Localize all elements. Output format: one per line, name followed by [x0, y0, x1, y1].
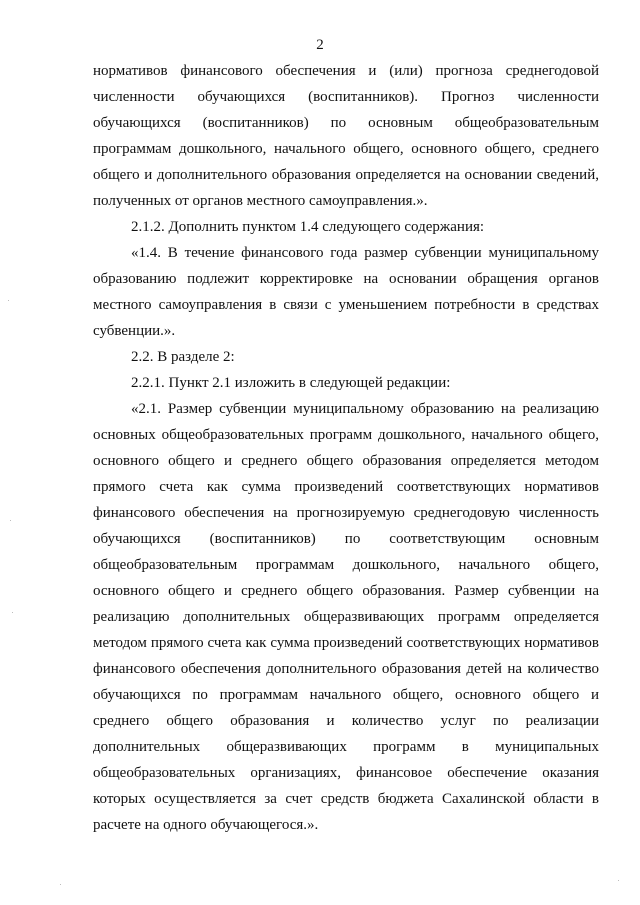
scan-speck — [618, 880, 619, 881]
document-body — [93, 58, 599, 838]
scan-speck — [12, 612, 13, 613]
scan-speck — [10, 520, 11, 521]
paragraph-2-2-1: 2.2.1. Пункт 2.1 изложить в следующей редакции: — [131, 375, 451, 391]
paragraph-continuation: нормативов финансового обеспечения и (или) прогноза среднегодовой численности обучающихся (воспитанников). Прогноз численности обучающихся (воспитанников) по основным общеобразовательным программам дошкольного, начального общего, основного общего, среднего общего и дополнительного образования определяется на основании сведений, полученных от органов местного самоуправления.». — [93, 63, 599, 209]
paragraph-2-2: 2.2. В разделе 2: — [131, 349, 235, 365]
paragraph-2-1: «2.1. Размер субвенции муниципальному образованию на реализацию основных общеобразовательных программ дошкольного, начального общего, основного общего и среднего общего образования определяется методом прямого счета как сумма произведений соответствующих нормативов финансового обеспечения на прогнозируемую среднегодовую численность обучающихся (воспитанников) по соответствующим основным общеобразовательным программам дошкольного, начального общего, основного общего и среднего общего образования. Размер субвенции на реализацию дополнительных общеразвивающих программ определяется методом прямого счета как сумма произведений соответствующих нормативов финансового обеспечения дополнительного образования детей на количество обучающихся по программам начального общего, основного общего и среднего общего образования и количество услуг по реализации дополнительных общеразвивающих программ в муниципальных общеобразовательных организациях, финансовое обеспечение оказания которых осуществляется за счет средств бюджета Сахалинской области в расчете на одного обучающегося.». — [93, 401, 599, 833]
scan-speck — [8, 300, 9, 301]
scan-speck — [60, 884, 61, 885]
paragraph-1-4: «1.4. В течение финансового года размер субвенции муниципальному образованию подлежит корректировке на основании обращения органов местного самоуправления в связи с уменьшением потребности в средствах субвенции.». — [93, 245, 599, 339]
page-number: 2 — [316, 37, 324, 53]
paragraph-2-1-2: 2.1.2. Дополнить пунктом 1.4 следующего содержания: — [131, 219, 485, 235]
